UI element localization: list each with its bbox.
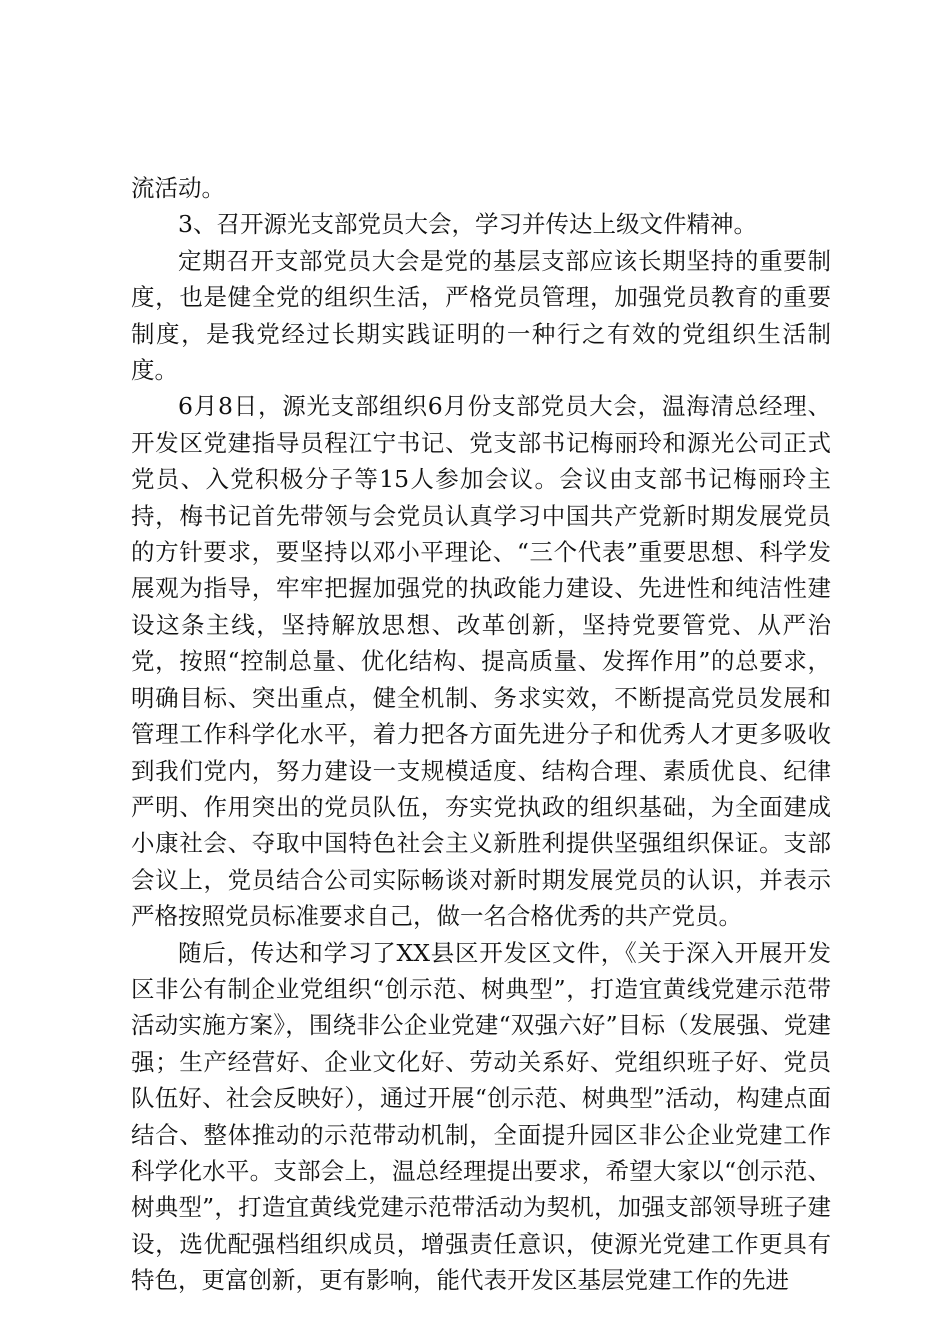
paragraph: 随后，传达和学习了XX县区开发区文件，《关于深入开展开发区非公有制企业党组织“创示范、树典型”，打造宜黄线党建示范带活动实施方案》，围绕非公企业党建“双强六好”目标（发展强、党建强；生产经营好、企业文化好、劳动关系好、党组织班子好、党员队伍好、社会反映好），通过开展“创示范、树典型”活动，构建点面结合、整体推动的示范带动机制，全面提升园区非公企业党建工作科学化水平。支部会上，温总经理提出要求，希望大家以“创示范、树典型”，打造宜黄线党建示范带活动为契机，加强支部领导班子建设，选优配强档组织成员，增强责任意识，使源光党建工作更具有特色，更富创新，更有影响，能代表开发区基层党建工作的先进 (131, 938, 831, 1295)
section-heading: 3、召开源光支部党员大会，学习并传达上级文件精神。 (178, 210, 757, 239)
paragraph-continuation: 流活动。 (131, 174, 225, 202)
paragraph: 6月8日，源光支部组织6月份支部党员大会，温海清总经理、开发区党建指导员程江宁书记、党支部书记梅丽玲和源光公司正式党员、入党积极分子等15人参加会议。会议由支部书记梅丽玲主持，梅书记首先带领与会党员认真学习中国共产党新时期发展党员的方针要求，要坚持以邓小平理论、“三个代表”重要思想、科学发展观为指导，牢牢把握加强党的执政能力建设、先进性和纯洁性建设这条主线，坚持解放思想、改革创新，坚持党要管党、从严治党，按照“控制总量、优化结构、提高质量、发挥作用”的总要求，明确目标、突出重点，健全机制、务求实效，不断提高党员发展和管理工作科学化水平，着力把各方面先进分子和优秀人才更多吸收到我们党内，努力建设一支规模适度、结构合理、素质优良、纪律严明、作用突出的党员队伍，夯实党执政的组织基础，为全面建成小康社会、夺取中国特色社会主义新胜利提供坚强组织保证。支部会议上，党员结合公司实际畅谈对新时期发展党员的认识，并表示严格按照党员标准要求自己，做一名合格优秀的共产党员。 (131, 392, 831, 931)
document-body (131, 170, 831, 1299)
paragraph: 定期召开支部党员大会是党的基层支部应该长期坚持的重要制度，也是健全党的组织生活，严格党员管理，加强党员教育的重要制度，是我党经过长期实践证明的一种行之有效的党组织生活制度。 (131, 246, 831, 385)
